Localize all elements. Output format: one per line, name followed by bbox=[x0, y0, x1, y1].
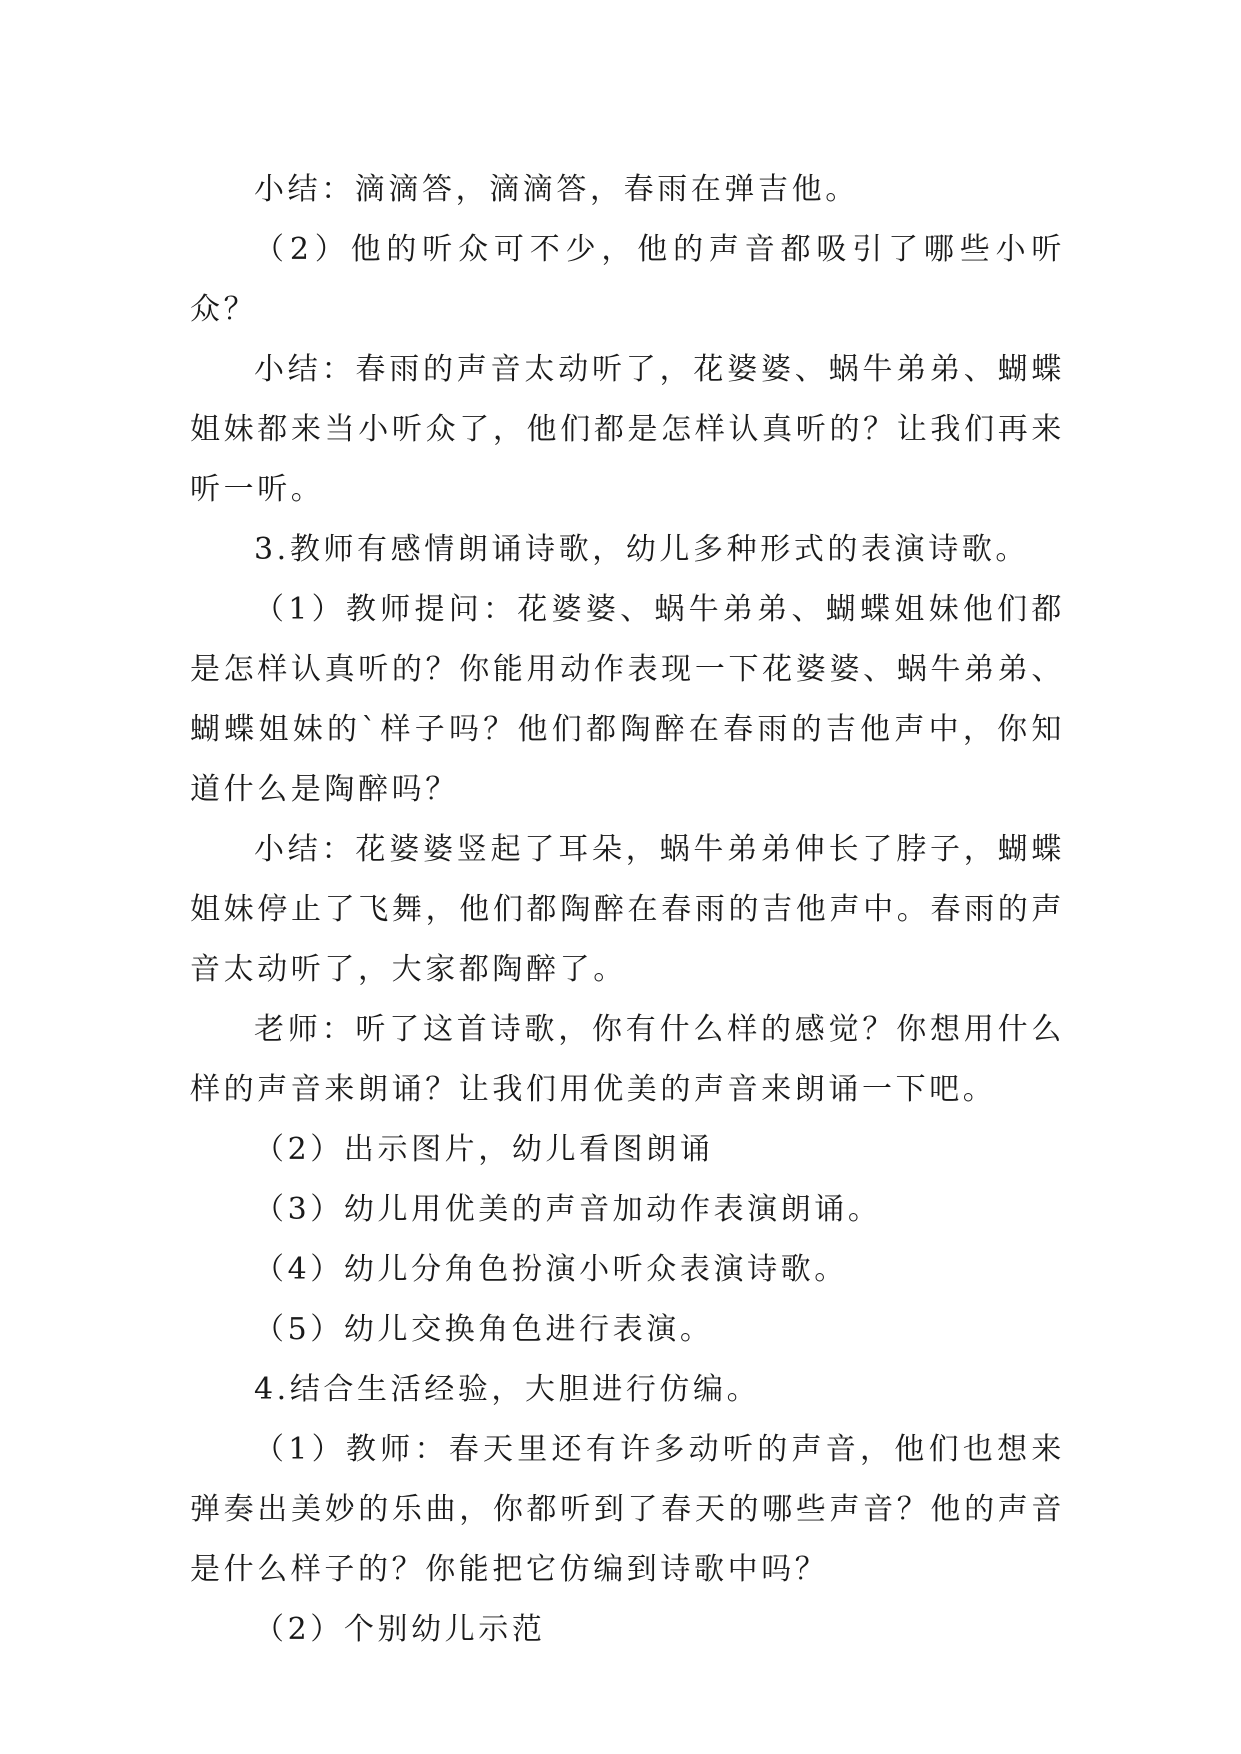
question-paragraph: （2）他的听众可不少，他的声音都吸引了哪些小听众？ bbox=[190, 232, 1065, 327]
summary-paragraph: 小结：花婆婆竖起了耳朵，蜗牛弟弟伸长了脖子，蝴蝶姐妹停止了飞舞，他们都陶醉在春雨的吉他声中。春雨的声音太动听了，大家都陶醉了。 bbox=[190, 832, 1065, 987]
summary-paragraph: 小结：春雨的声音太动听了，花婆婆、蜗牛弟弟、蝴蝶姐妹都来当小听众了，他们都是怎样认真听的？让我们再来听一听。 bbox=[190, 352, 1065, 507]
teacher-paragraph: 老师：听了这首诗歌，你有什么样的感觉？你想用什么样的声音来朗诵？让我们用优美的声音来朗诵一下吧。 bbox=[190, 1012, 1065, 1107]
step-heading: 3.教师有感情朗诵诗歌，幼儿多种形式的表演诗歌。 bbox=[254, 532, 1030, 567]
activity-item: （4）幼儿分角色扮演小听众表演诗歌。 bbox=[254, 1252, 848, 1287]
activity-item: （2）出示图片，幼儿看图朗诵 bbox=[254, 1132, 714, 1167]
document-body bbox=[190, 160, 1065, 1660]
summary-paragraph: 小结：滴滴答，滴滴答，春雨在弹吉他。 bbox=[254, 172, 859, 207]
activity-item: （5）幼儿交换角色进行表演。 bbox=[254, 1312, 714, 1347]
activity-item: （3）幼儿用优美的声音加动作表演朗诵。 bbox=[254, 1192, 882, 1227]
step-heading: 4.结合生活经验，大胆进行仿编。 bbox=[254, 1372, 761, 1407]
question-paragraph: （1）教师：春天里还有许多动听的声音，他们也想来弹奏出美妙的乐曲，你都听到了春天的哪些声音？他的声音是什么样子的？你能把它仿编到诗歌中吗？ bbox=[190, 1432, 1065, 1587]
question-paragraph: （1）教师提问：花婆婆、蜗牛弟弟、蝴蝶姐妹他们都是怎样认真听的？你能用动作表现一下花婆婆、蜗牛弟弟、蝴蝶姐妹的`样子吗？他们都陶醉在春雨的吉他声中，你知道什么是陶醉吗？ bbox=[190, 592, 1065, 807]
activity-item: （2）个别幼儿示范 bbox=[254, 1612, 546, 1647]
